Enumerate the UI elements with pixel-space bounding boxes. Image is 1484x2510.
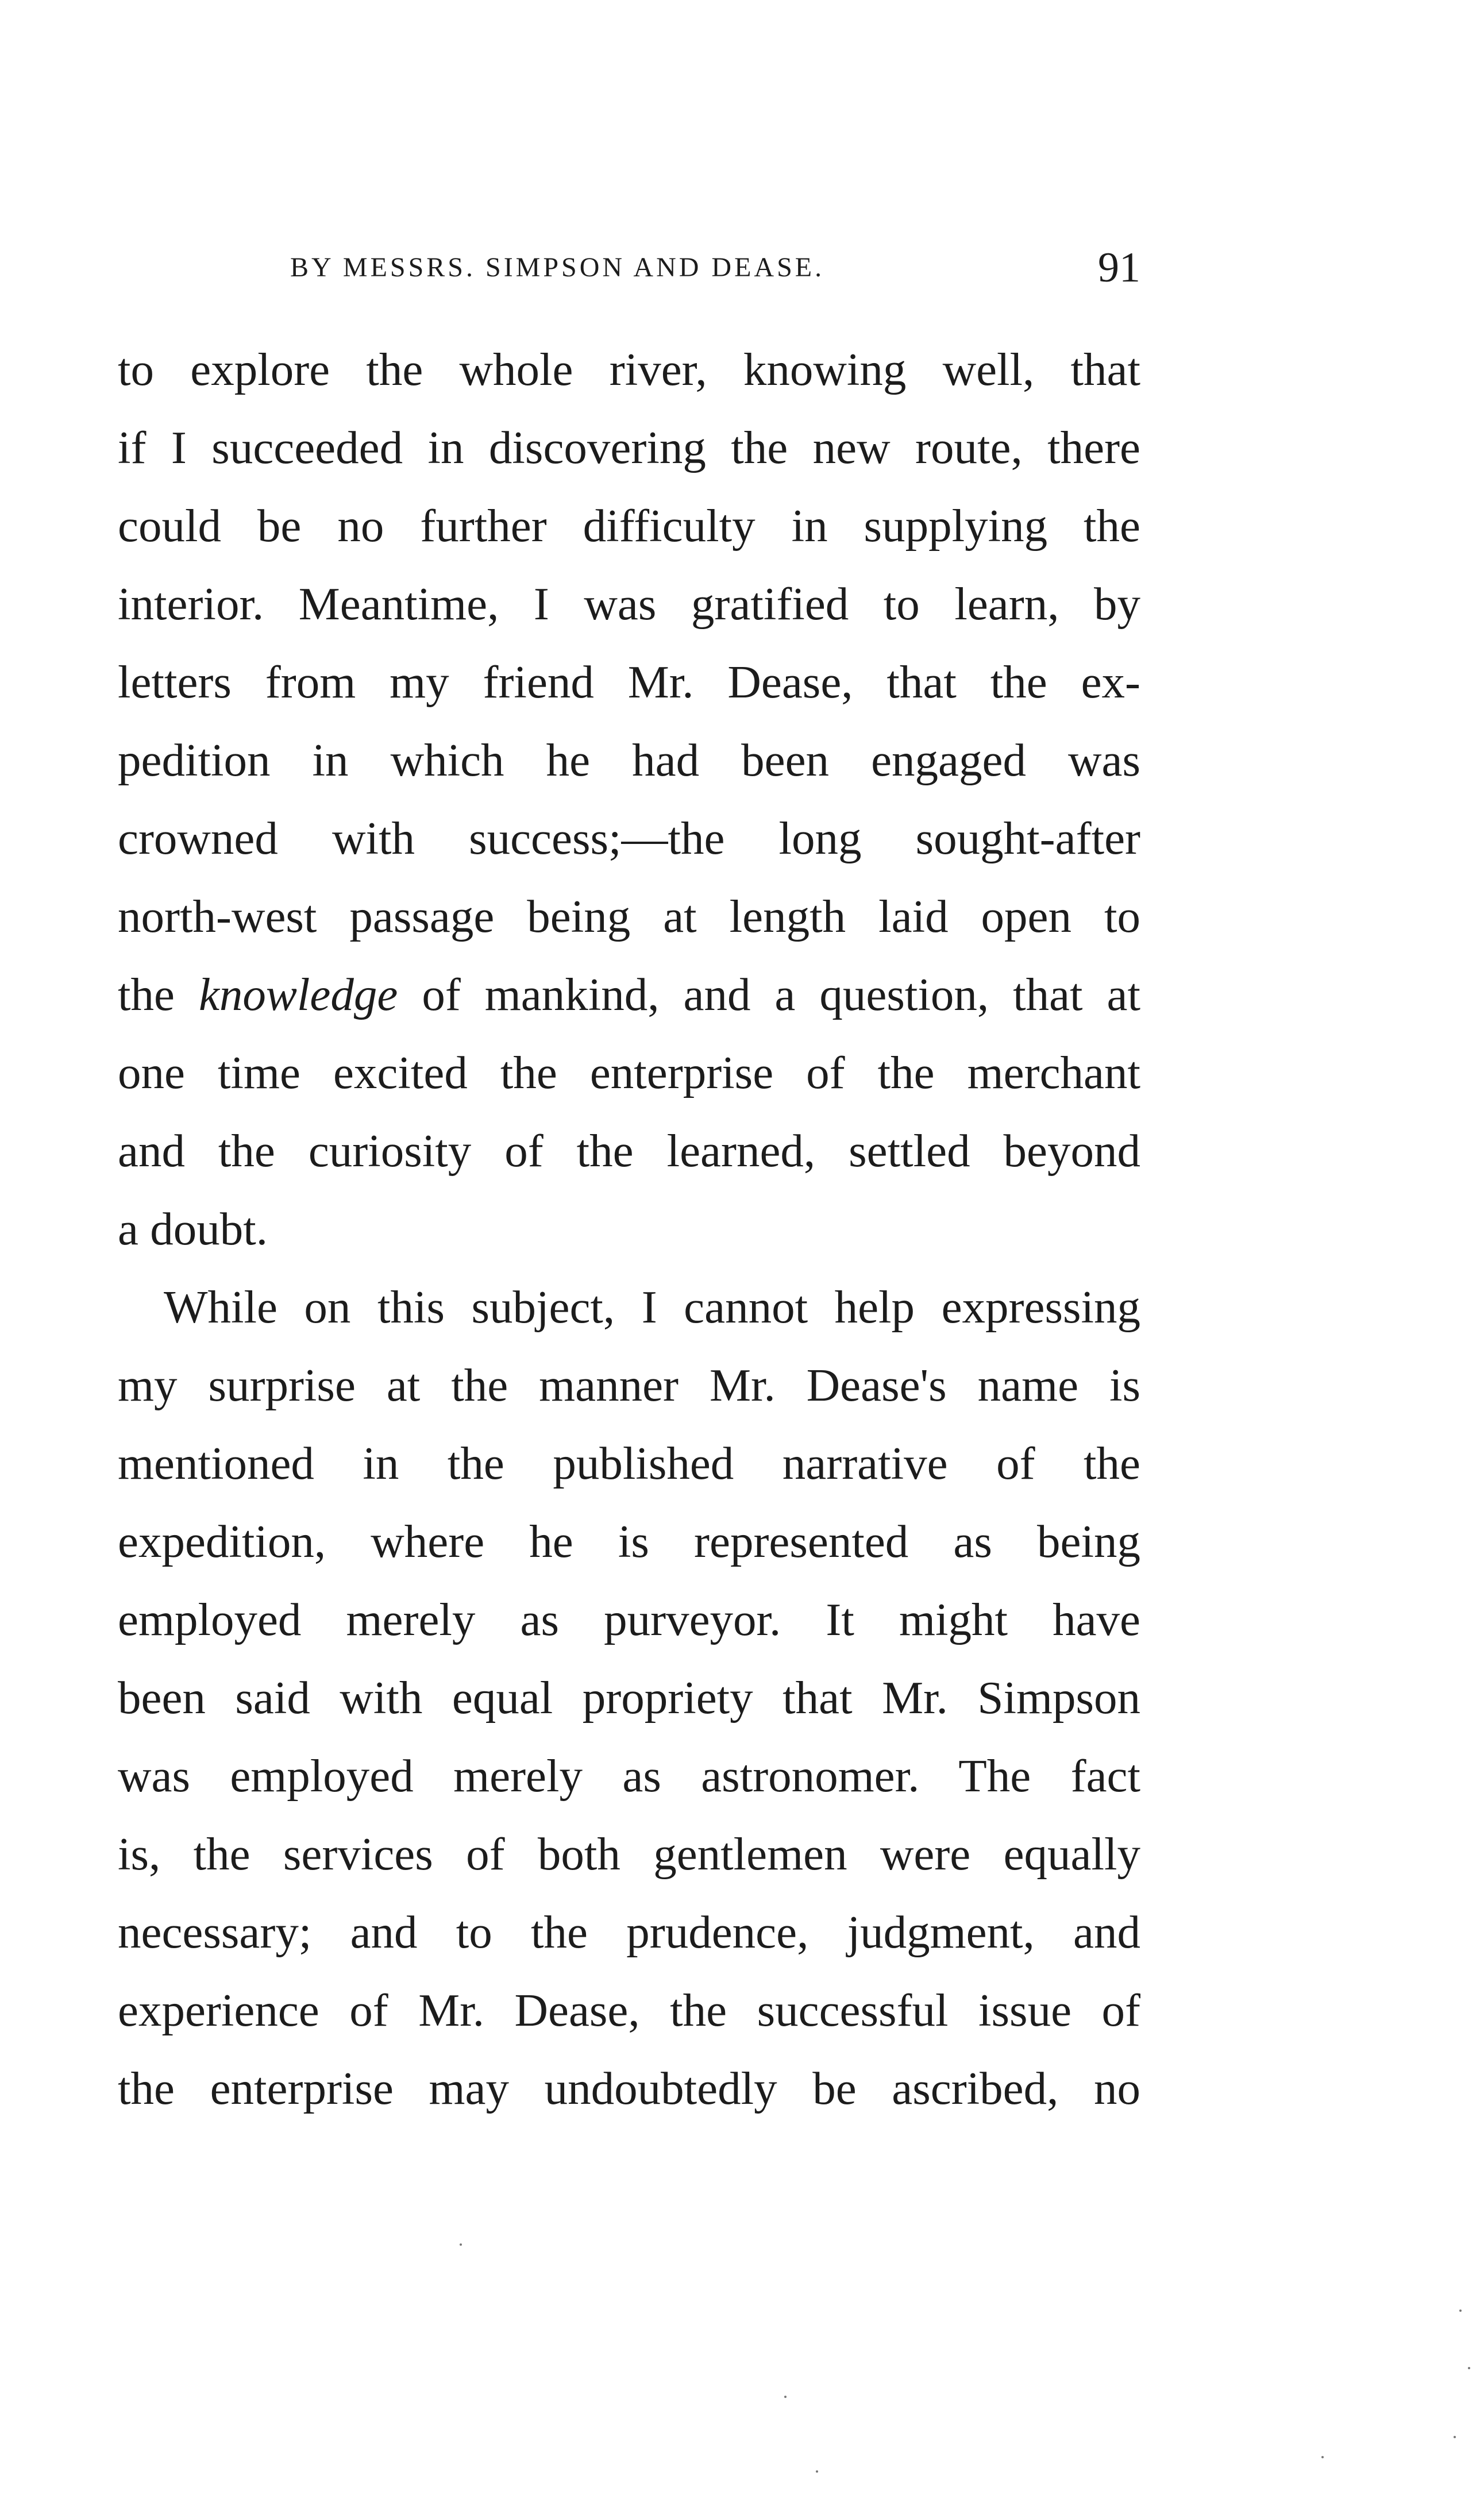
- paper-speck: [1321, 2456, 1324, 2458]
- text-line: employed merely as purveyor. It might have: [118, 1594, 1140, 1645]
- text-line: interior. Meantime, I was gratified to learn, by: [118, 578, 1140, 630]
- paragraph: [118, 1268, 1140, 2127]
- text-line: a doubt.: [118, 1203, 268, 1255]
- text-line: my surprise at the manner Mr. Dease's name is: [118, 1359, 1140, 1411]
- text-line: crowned with success;—the long sought-after: [118, 812, 1140, 864]
- paper-speck: [1459, 2309, 1462, 2312]
- page-number: 91: [1098, 244, 1140, 291]
- text-line: pedition in which he had been engaged was: [118, 734, 1140, 786]
- paper-speck: [816, 2470, 818, 2473]
- text-line-with-italic: [118, 955, 1140, 1034]
- text-line: the enterprise may undoubtedly be ascribed, no: [118, 2062, 1140, 2114]
- text-segment: the: [118, 969, 199, 1020]
- paper-speck: [460, 2243, 462, 2246]
- text-line: was employed merely as astronomer. The fact: [118, 1750, 1140, 1802]
- paper-speck: [1468, 2367, 1470, 2369]
- text-line: been said with equal propriety that Mr. Simpson: [118, 1672, 1140, 1724]
- text-segment: of mankind, and a question, that at: [398, 969, 1140, 1020]
- text-line: to explore the whole river, knowing well, that: [118, 344, 1140, 395]
- text-line: mentioned in the published narrative of the: [118, 1437, 1140, 1489]
- running-head: [118, 244, 1140, 299]
- text-line: is, the services of both gentlemen were equally: [118, 1828, 1140, 1880]
- text-line: could be no further difficulty in supplying the: [118, 500, 1140, 552]
- paper-speck: [784, 2396, 787, 2398]
- text-line: letters from my friend Mr. Dease, that the ex-: [118, 656, 1140, 708]
- text-line: north-west passage being at length laid open to: [118, 890, 1140, 942]
- text-line: if I succeeded in discovering the new route, there: [118, 422, 1140, 473]
- text-line: expedition, where he is represented as being: [118, 1516, 1140, 1567]
- paper-speck: [1454, 2436, 1456, 2438]
- text-line: and the curiosity of the learned, settled beyond: [118, 1125, 1140, 1177]
- text-line: one time excited the enterprise of the merchant: [118, 1047, 1140, 1098]
- paragraph: [118, 330, 1140, 1268]
- italic-word: knowledge: [198, 969, 398, 1020]
- text-line: necessary; and to the prudence, judgment, and: [118, 1906, 1140, 1958]
- text-line: experience of Mr. Dease, the successful issue of: [118, 1984, 1140, 2036]
- text-line: While on this subject, I cannot help expressing: [164, 1281, 1140, 1333]
- running-title: BY MESSRS. SIMPSON AND DEASE.: [290, 252, 825, 283]
- body-text: [118, 330, 1140, 2127]
